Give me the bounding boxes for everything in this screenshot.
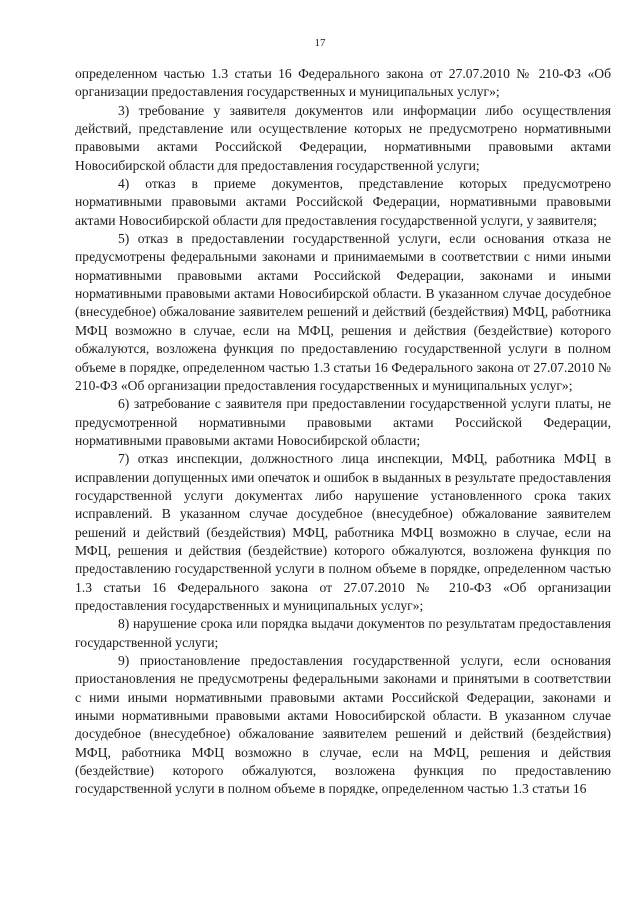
paragraph-item-7: 7) отказ инспекции, должностного лица инспекции, МФЦ, работника МФЦ в исправлении допущенных ими опечаток и ошибок в выданных в результате предоставления государственной услуги документах либо нарушение установленного срока таких исправлений. В указанном случае досудебное (внесудебное) обжалование заявителем решений и действий (бездействия) МФЦ, работника МФЦ возможно в случае, если на МФЦ, решения и действия (бездействие) которого обжалуются, возложена функция по предоставлению государственной услуги в полном объеме в порядке, определенном частью 1.3 статьи 16 Федерального закона от 27.07.2010 № 210-ФЗ «Об организации предоставления государственных и муниципальных услуг»; [75,451,611,613]
paragraph-continuation: определенном частью 1.3 статьи 16 Федерального закона от 27.07.2010 № 210-ФЗ «Об организации предоставления государственных и муниципальных услуг»; [75,66,611,100]
paragraph-item-9: 9) приостановление предоставления государственной услуги, если основания приостановления не предусмотрены федеральными законами и принятыми в соответствии с ними иными нормативными правовыми актами Российской Федерации, законами и иными нормативными правовыми актами Новосибирской области. В указанном случае досудебное (внесудебное) обжалование заявителем решений и действий (бездействия) МФЦ, работника МФЦ возможно в случае, если на МФЦ, решения и действия (бездействие) которого обжалуются, возложена функция по предоставлению государственной услуги в полном объеме в порядке, определенном частью 1.3 статьи 16 [75,653,611,797]
paragraph-item-8: 8) нарушение срока или порядка выдачи документов по результатам предоставления государственной услуги; [75,616,611,650]
paragraph-item-3: 3) требование у заявителя документов или информации либо осуществления действий, представление или осуществление которых не предусмотрено нормативными правовыми актами Российской Федерации, нормативными правовыми актами Новосибирской области для предоставления государственной услуги; [75,102,611,173]
document-body [75,65,611,799]
paragraph-item-4: 4) отказ в приеме документов, представление которых предусмотрено нормативными правовыми актами Российской Федерации, нормативными правовыми актами Новосибирской области для предоставления государственной услуги, у заявителя; [75,176,611,228]
page-number: 17 [314,37,326,49]
paragraph-item-5: 5) отказ в предоставлении государственной услуги, если основания отказа не предусмотрены федеральными законами и принимаемыми в соответствии с ними иными нормативными правовыми актами Российской Федерации, законами и иными нормативными правовыми актами Новосибирской области. В указанном случае досудебное (внесудебное) обжалование заявителем решений и действий (бездействия) МФЦ, работника МФЦ возможно в случае, если на МФЦ, решения и действия (бездействие) которого обжалуются, возложена функция по предоставлению государственной услуги в полном объеме в порядке, определенном частью 1.3 статьи 16 Федерального закона от 27.07.2010 № 210-ФЗ «Об организации предоставления государственных и муниципальных услуг»; [75,231,611,393]
paragraph-item-6: 6) затребование с заявителя при предоставлении государственной услуги платы, не предусмотренной нормативными правовыми актами Российской Федерации, нормативными правовыми актами Новосибирской области; [75,396,611,448]
